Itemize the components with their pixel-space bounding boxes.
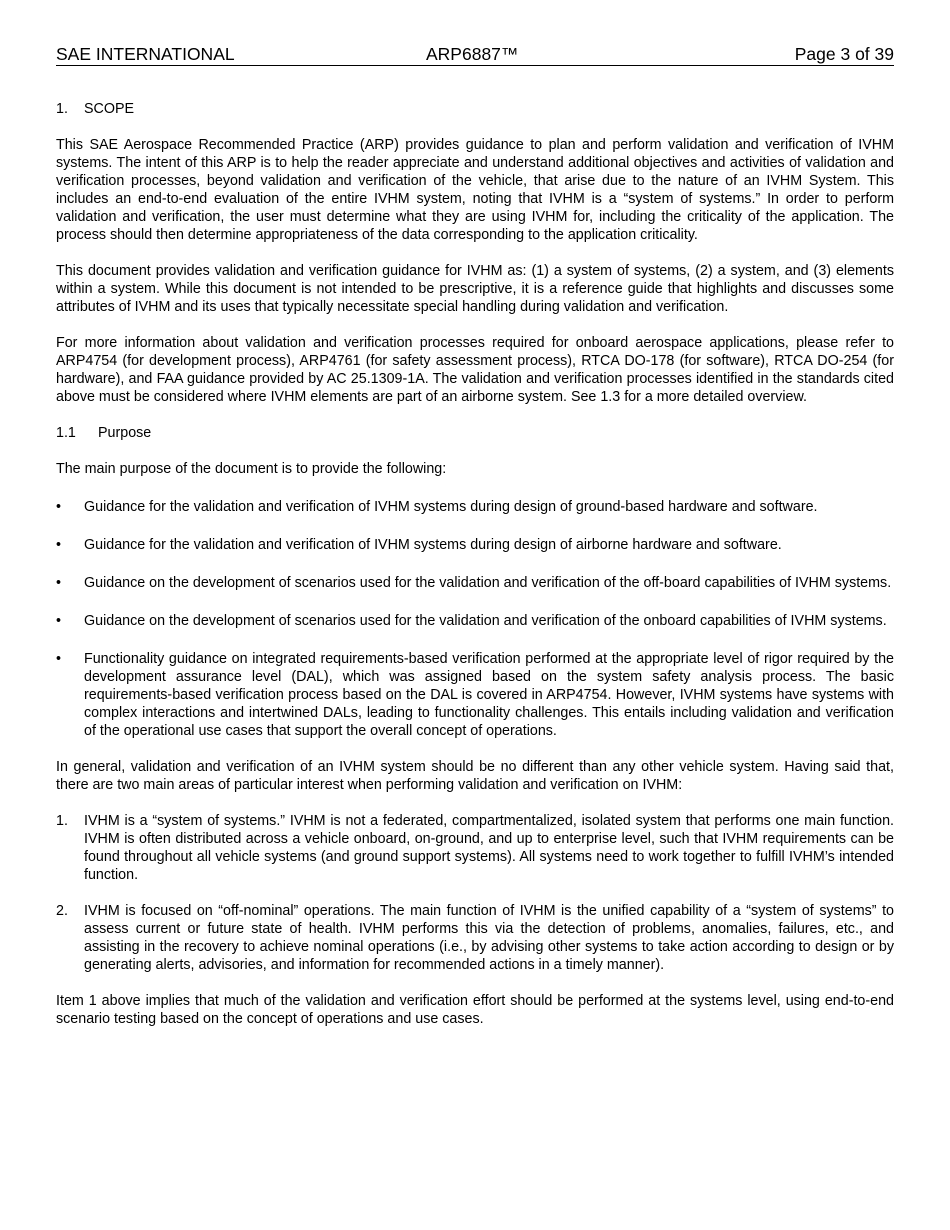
list-item [56, 536, 894, 554]
general-paragraph: In general, validation and verification of an IVHM system should be no different than any other vehicle system. Having said that, there are two main areas of particular interest when performing validation and verification on IVHM: [56, 759, 894, 793]
bullet-marker: • [56, 651, 62, 667]
bullet-marker: • [56, 575, 62, 591]
header-page-number: Page 3 of 39 [794, 44, 894, 64]
list-item-text: IVHM is a “system of systems.” IVHM is not a federated, compartmentalized, isolated system that performs one main function. IVHM is often distributed across a vehicle onboard, on-ground, and up to enterprise level, such that IVHM requirements can be found throughout all vehicle systems (and ground support systems). All systems need to work together to fulfill IVHM’s intended function. [84, 813, 894, 883]
list-item [56, 902, 894, 974]
list-item-text: Guidance on the development of scenarios used for the validation and verification of the onboard capabilities of IVHM systems. [84, 613, 887, 629]
page-header [56, 44, 894, 66]
purpose-intro: The main purpose of the document is to provide the following: [56, 461, 447, 477]
section-title: Purpose [98, 425, 152, 441]
interest-areas-list [56, 812, 894, 974]
list-item [56, 650, 894, 740]
list-item [56, 498, 894, 516]
section-number: 1. [56, 101, 68, 117]
scope-paragraph-3: For more information about validation and verification processes required for onboard aerospace applications, please refer to ARP4754 (for development process), ARP4761 (for safety assessment process), RTCA DO-178 (for software), RTCA DO-254 (for hardware), and FAA guidance provided by AC 25.1309-1A. The validation and verification processes identified in the standards cited above must be considered where IVHM elements are part of an airborne system. See 1.3 for a more detailed overview. [56, 335, 894, 405]
document-page [56, 44, 894, 1028]
list-number: 1. [56, 813, 68, 829]
section-title: SCOPE [84, 101, 135, 117]
list-item-text: Guidance for the validation and verification of IVHM systems during design of airborne hardware and software. [84, 537, 782, 553]
list-item [56, 574, 894, 592]
list-item [56, 812, 894, 884]
section-number: 1.1 [56, 425, 76, 441]
list-item [56, 612, 894, 630]
scope-paragraph-2: This document provides validation and verification guidance for IVHM as: (1) a system of systems, (2) a system, and (3) elements within a system. While this document is not intended to be prescriptive, it is a reference guide that highlights and discusses some attributes of IVHM and its uses that typically necessitate special handling during validation and verification. [56, 263, 894, 315]
header-organization: SAE INTERNATIONAL [56, 44, 235, 64]
list-number: 2. [56, 903, 68, 919]
document-body [56, 100, 894, 1028]
header-document-id: ARP6887™ [426, 44, 519, 64]
bullet-marker: • [56, 499, 62, 515]
list-item-text: Functionality guidance on integrated requirements-based verification performed at the appropriate level of rigor required by the development assurance level (DAL), which was assigned based on the system safety analysis process. The basic requirements-based verification process based on the DAL is covered in ARP4754. However, IVHM systems have systems with complex interactions and intertwined DALs, leading to functionality challenges. This entails including validation and verification of the operational use cases that support the overall concept of operations. [84, 651, 894, 739]
list-item-text: IVHM is focused on “off-nominal” operations. The main function of IVHM is the unified capability of a “system of systems” to assess current or future state of health. IVHM performs this via the detection of problems, anomalies, failures, etc., and assisting in the recovery to achieve nominal operations (i.e., by advising other systems to take action according to design or by generating alerts, advisories, and information for recommended actions in a timely manner). [84, 903, 894, 973]
bullet-marker: • [56, 537, 62, 553]
section-heading-purpose [56, 424, 894, 442]
scope-paragraph-1: This SAE Aerospace Recommended Practice (ARP) provides guidance to plan and perform validation and verification of IVHM systems. The intent of this ARP is to help the reader appreciate and understand additional objectives and activities of validation and verification processes, beyond validation and verification of the vehicle, that arise due to the nature of an IVHM System. This includes an end-to-end evaluation of the entire IVHM system, noting that IVHM is a “system of systems.” In order to perform validation and verification, the user must determine what they are using IVHM for, including the criticality of the application. The process should then determine appropriateness of the data corresponding to the application criticality. [56, 137, 894, 243]
section-heading-scope [56, 100, 894, 118]
list-item-text: Guidance on the development of scenarios used for the validation and verification of the off-board capabilities of IVHM systems. [84, 575, 892, 591]
list-item-text: Guidance for the validation and verification of IVHM systems during design of ground-based hardware and software. [84, 499, 818, 515]
closing-paragraph: Item 1 above implies that much of the validation and verification effort should be performed at the systems level, using end-to-end scenario testing based on the concept of operations and use cases. [56, 993, 894, 1027]
purpose-bullet-list [56, 498, 894, 740]
bullet-marker: • [56, 613, 62, 629]
